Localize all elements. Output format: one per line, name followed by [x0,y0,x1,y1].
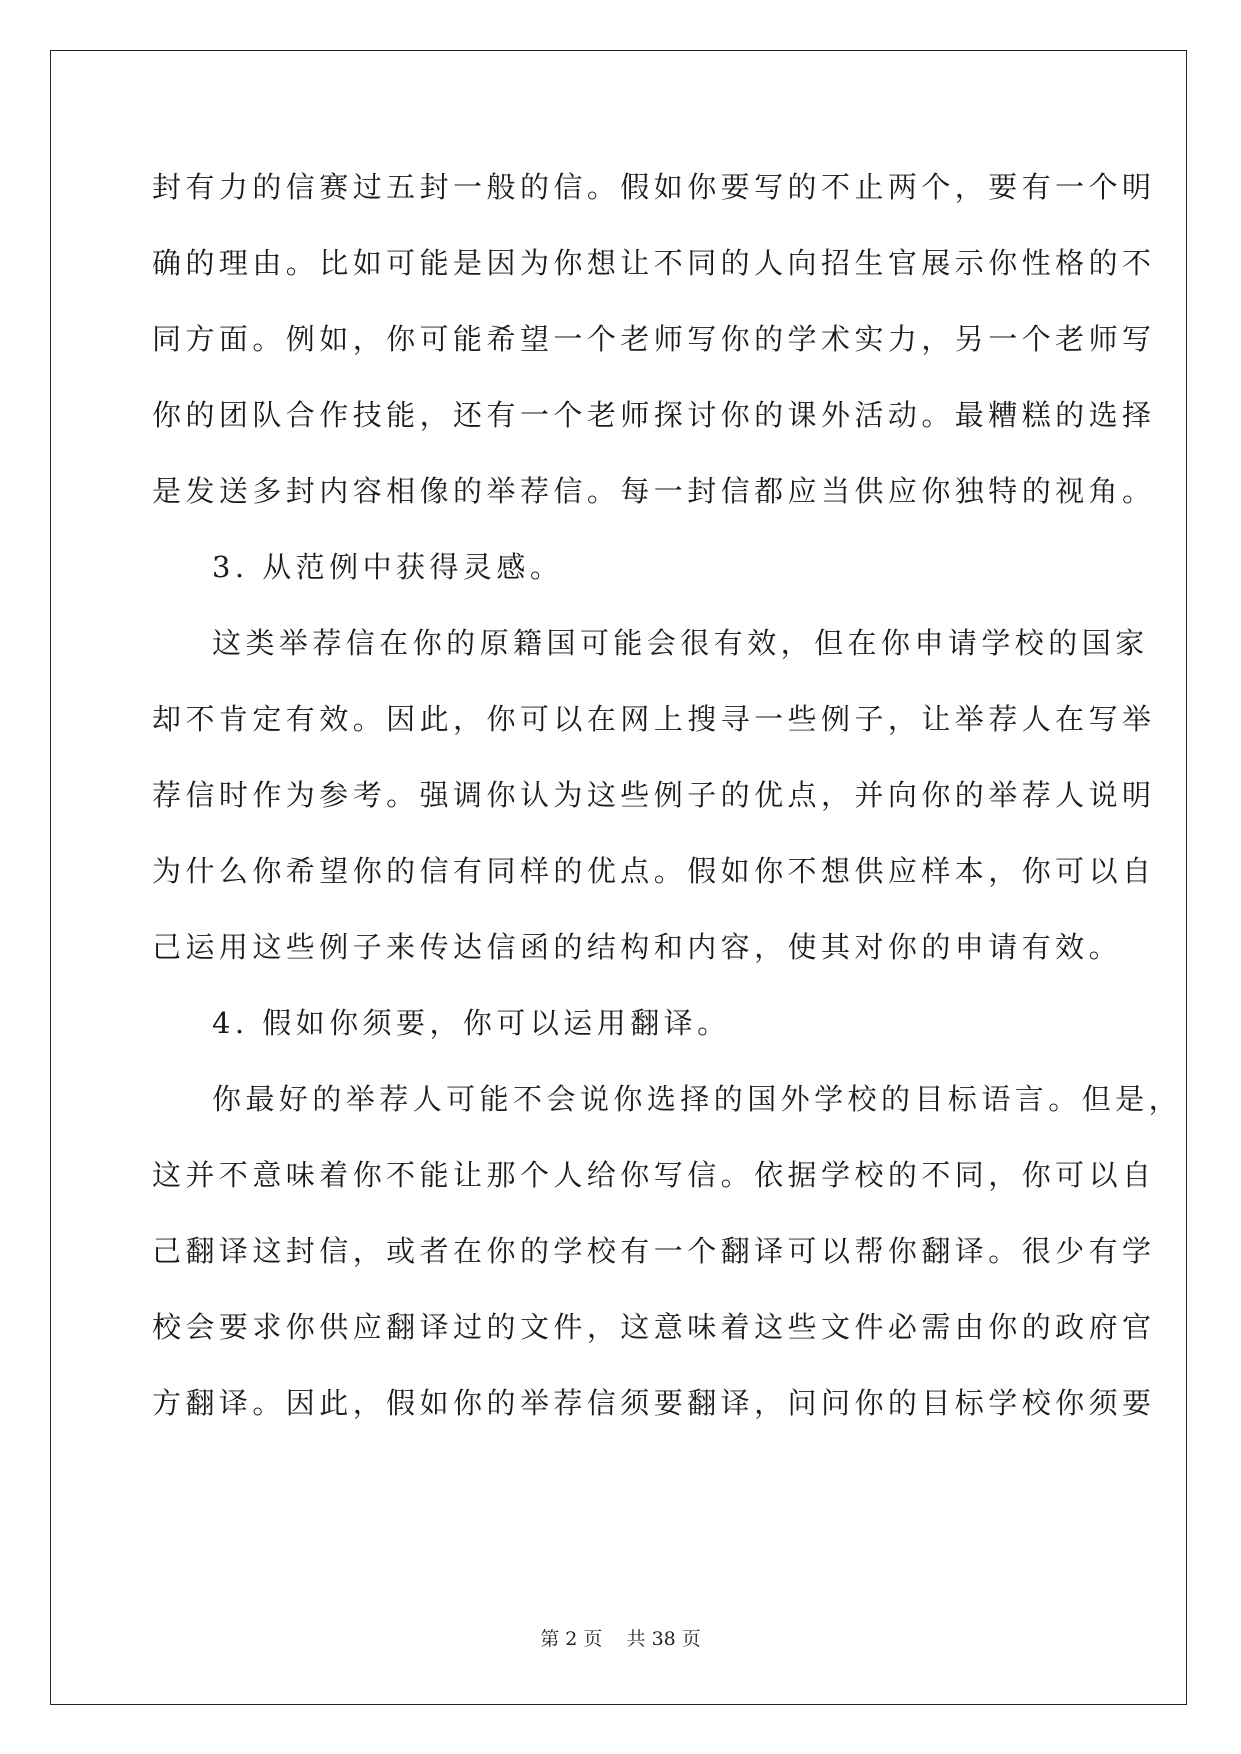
text-line: 同方面。例如，你可能希望一个老师写你的学术实力，另一个老师写 [152,322,1156,356]
text-line: 荐信时作为参考。强调你认为这些例子的优点，并向你的举荐人说明 [152,778,1156,812]
paragraph-first-line: 这类举荐信在你的原籍国可能会很有效，但在你申请学校的国家 [212,626,1149,660]
document-body [152,165,1183,1457]
text-line: 为什么你希望你的信有同样的优点。假如你不想供应样本，你可以自 [152,854,1156,888]
text-line: 校会要求你供应翻译过的文件，这意味着这些文件必需由你的政府官 [152,1310,1156,1344]
text-line: 己翻译这封信，或者在你的学校有一个翻译可以帮你翻译。很少有学 [152,1234,1156,1268]
section-heading: 4. 假如你须要，你可以运用翻译。 [212,1006,731,1040]
text-line: 是发送多封内容相像的举荐信。每一封信都应当供应你独特的视角。 [152,474,1156,508]
paragraph-first-line: 你最好的举荐人可能不会说你选择的国外学校的目标语言。但是， [212,1082,1183,1116]
page-number-footer: 第 2 页 共 38 页 [540,1628,701,1650]
text-line: 方翻译。因此，假如你的举荐信须要翻译，问问你的目标学校你须要 [152,1386,1156,1420]
section-heading: 3. 从范例中获得灵感。 [212,550,564,584]
text-line: 确的理由。比如可能是因为你想让不同的人向招生官展示你性格的不 [152,246,1156,280]
text-line: 这并不意味着你不能让那个人给你写信。依据学校的不同，你可以自 [152,1158,1156,1192]
text-line: 却不肯定有效。因此，你可以在网上搜寻一些例子，让举荐人在写举 [152,702,1156,736]
text-line: 你的团队合作技能，还有一个老师探讨你的课外活动。最糟糕的选择 [152,398,1156,432]
text-line: 封有力的信赛过五封一般的信。假如你要写的不止两个，要有一个明 [152,170,1156,204]
text-line: 己运用这些例子来传达信函的结构和内容，使其对你的申请有效。 [152,930,1123,964]
